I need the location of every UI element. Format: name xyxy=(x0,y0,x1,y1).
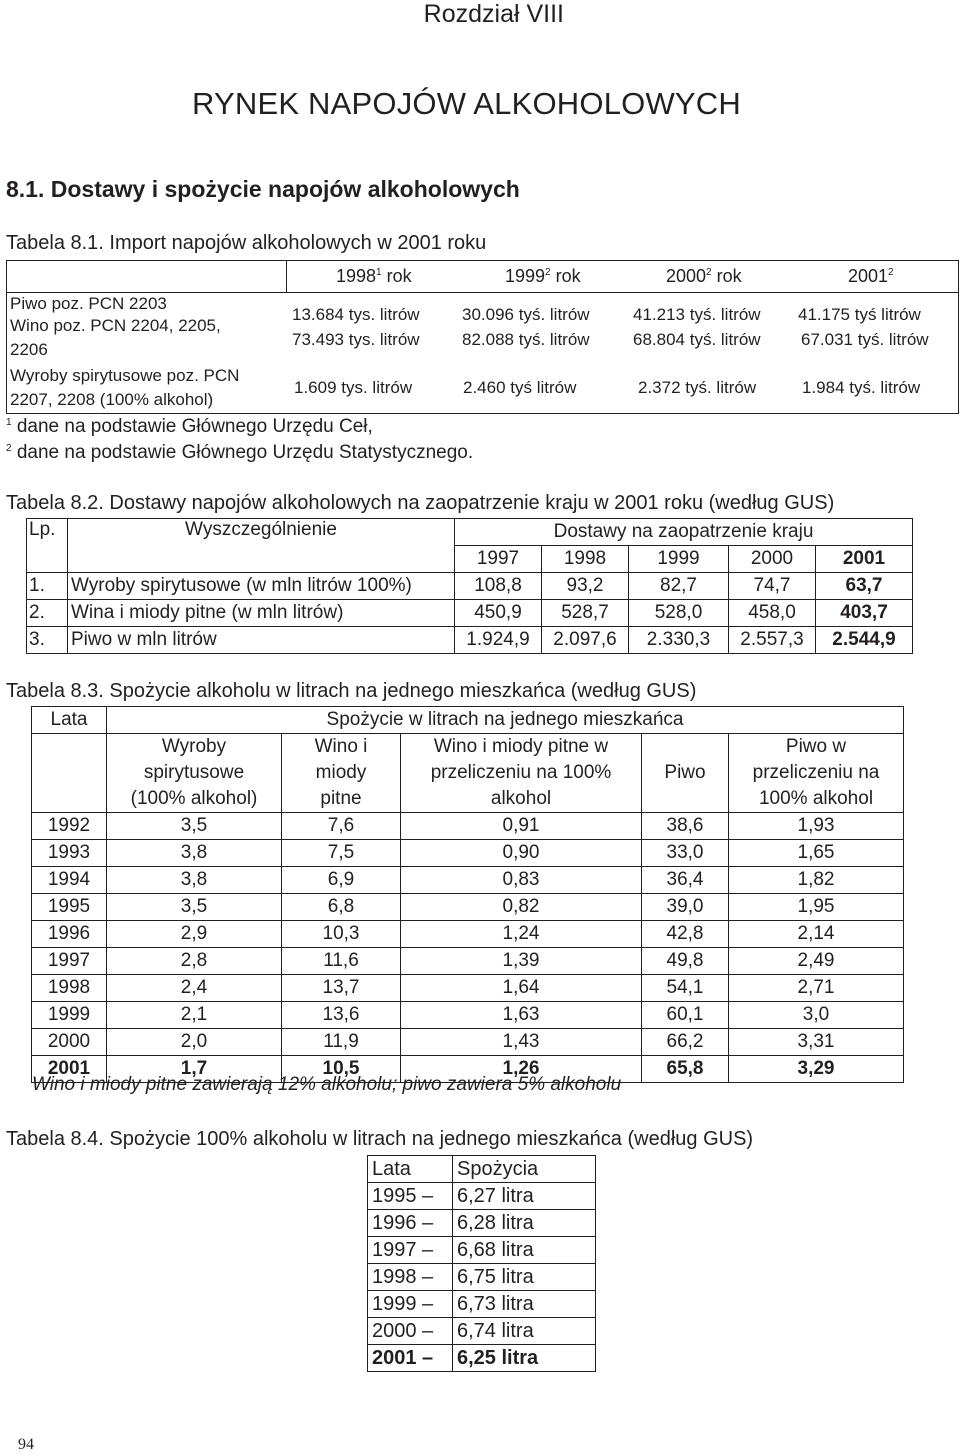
table-row xyxy=(27,573,913,600)
table1-caption: Tabela 8.1. Import napojów alkoholowych w 2001 roku xyxy=(6,232,487,254)
table4-value: 6,25 litra xyxy=(453,1345,596,1372)
table3-value: 13,7 xyxy=(282,975,401,1002)
table3-year: 1997 xyxy=(32,948,107,975)
table-row xyxy=(368,1345,596,1372)
table3-value: 1,63 xyxy=(401,1002,642,1029)
table2-year: 2000 xyxy=(729,546,816,573)
table3-value: 10,3 xyxy=(282,921,401,948)
table1-label-spirits: Wyroby spirytusowe poz. PCN xyxy=(10,366,240,385)
table3-value: 3,29 xyxy=(729,1056,904,1083)
table3-value: 1,82 xyxy=(729,867,904,894)
table3-year: 2001 xyxy=(32,1056,107,1083)
table3-year: 1998 xyxy=(32,975,107,1002)
table2-value: 2.330,3 xyxy=(629,627,729,654)
table2-value: 93,2 xyxy=(542,573,629,600)
table2-year: 1998 xyxy=(542,546,629,573)
table3-value: 1,24 xyxy=(401,921,642,948)
table1-beer-2000: 41.213 tyś. litrów xyxy=(633,305,761,324)
table4-year: 2001 – xyxy=(368,1345,453,1372)
table1-spirits-2000: 2.372 tyś. litrów xyxy=(638,378,757,397)
table1-label-spirits-cont: 2207, 2208 (100% alkohol) xyxy=(10,390,214,409)
table3-value: 3,8 xyxy=(107,840,282,867)
table3-value: 54,1 xyxy=(642,975,729,1002)
table3-header-group: Spożycie w litrach na jednego mieszkańca xyxy=(107,707,904,734)
table3-year: 1992 xyxy=(32,813,107,840)
table2-supplies xyxy=(26,518,913,654)
table3-value: 3,5 xyxy=(107,813,282,840)
table3-header-spirits: Wyroby spirytusowe (100% alkohol) xyxy=(107,734,282,813)
table2-value: 74,7 xyxy=(729,573,816,600)
table3-value: 3,5 xyxy=(107,894,282,921)
table2-item: Wina i miody pitne (w mln litrów) xyxy=(68,600,455,627)
table3-value: 3,8 xyxy=(107,867,282,894)
table3-value: 65,8 xyxy=(642,1056,729,1083)
table3-value: 1,64 xyxy=(401,975,642,1002)
table-row xyxy=(368,1291,596,1318)
table-row xyxy=(368,1183,596,1210)
table3-value: 3,0 xyxy=(729,1002,904,1029)
table3-year: 1994 xyxy=(32,867,107,894)
table3-value: 6,8 xyxy=(282,894,401,921)
table-row xyxy=(32,1029,904,1056)
table1-beer-2001: 41.175 tyś litrów xyxy=(798,305,921,324)
table3-year: 1995 xyxy=(32,894,107,921)
table3-value: 3,31 xyxy=(729,1029,904,1056)
table3-value: 1,26 xyxy=(401,1056,642,1083)
table-row xyxy=(368,1318,596,1345)
table3-caption: Tabela 8.3. Spożycie alkoholu w litrach na jednego mieszkańca (według GUS) xyxy=(6,680,697,702)
table-row xyxy=(368,1210,596,1237)
table3-value: 1,65 xyxy=(729,840,904,867)
table4-value: 6,74 litra xyxy=(453,1318,596,1345)
table3-value: 42,8 xyxy=(642,921,729,948)
table4-year: 1999 – xyxy=(368,1291,453,1318)
table1-label-wine: Wino poz. PCN 2204, 2205, xyxy=(10,316,221,335)
table3-year: 1993 xyxy=(32,840,107,867)
table3-value: 2,49 xyxy=(729,948,904,975)
table2-header-item: Wyszczególnienie xyxy=(68,519,455,573)
table1-wine-1999: 82.088 tyś. litrów xyxy=(462,330,590,349)
table-row xyxy=(27,600,913,627)
table4-value: 6,73 litra xyxy=(453,1291,596,1318)
table3-year: 2000 xyxy=(32,1029,107,1056)
table3-value: 2,71 xyxy=(729,975,904,1002)
table1-wine-2001: 67.031 tyś. litrów xyxy=(801,330,929,349)
table-row xyxy=(32,813,904,840)
table3-value: 0,83 xyxy=(401,867,642,894)
table1-import xyxy=(6,260,959,414)
table-row xyxy=(32,975,904,1002)
page-number: 94 xyxy=(18,1436,34,1453)
table1-beer-1999: 30.096 tyś. litrów xyxy=(462,305,590,324)
table3-value: 2,4 xyxy=(107,975,282,1002)
table-row xyxy=(27,627,913,654)
table-row xyxy=(368,1237,596,1264)
table2-item: Piwo w mln litrów xyxy=(68,627,455,654)
table3-value: 2,14 xyxy=(729,921,904,948)
table3-value: 2,0 xyxy=(107,1029,282,1056)
table2-value: 1.924,9 xyxy=(455,627,542,654)
table3-value: 7,6 xyxy=(282,813,401,840)
table2-caption: Tabela 8.2. Dostawy napojów alkoholowych na zaopatrzenie kraju w 2001 roku (według GUS) xyxy=(6,492,835,514)
table3-value: 39,0 xyxy=(642,894,729,921)
table-row xyxy=(32,867,904,894)
table2-value: 458,0 xyxy=(729,600,816,627)
table-row xyxy=(32,948,904,975)
table3-value: 2,1 xyxy=(107,1002,282,1029)
table2-value: 108,8 xyxy=(455,573,542,600)
table3-value: 10,5 xyxy=(282,1056,401,1083)
table4-header-value: Spożycia xyxy=(453,1156,596,1183)
table3-value: 7,5 xyxy=(282,840,401,867)
table4-header-years: Lata xyxy=(368,1156,453,1183)
chapter-heading: Rozdział VIII xyxy=(423,0,564,28)
table3-value: 2,9 xyxy=(107,921,282,948)
table3-value: 38,6 xyxy=(642,813,729,840)
table3-value: 11,6 xyxy=(282,948,401,975)
table1-year-2001: 2001$^2$ xyxy=(848,266,894,286)
table3-header-wine: Wino i miody pitne xyxy=(282,734,401,813)
table3-value: 1,93 xyxy=(729,813,904,840)
table1-footnote-1: $^1$ dane na podstawie Głównego Urzędu Ceł, xyxy=(6,416,373,437)
table3-value: 6,9 xyxy=(282,867,401,894)
table3-value: 2,8 xyxy=(107,948,282,975)
table1-year-2000: 2000$^2$ rok xyxy=(666,266,742,286)
table2-lp: 1. xyxy=(27,573,68,600)
table1-year-1999: 1999$^2$ rok xyxy=(505,266,581,286)
table3-value: 1,43 xyxy=(401,1029,642,1056)
table-row xyxy=(32,840,904,867)
table3-value: 1,95 xyxy=(729,894,904,921)
table1-spirits-1998: 1.609 tys. litrów xyxy=(294,378,413,397)
table2-value: 528,0 xyxy=(629,600,729,627)
table2-value: 63,7 xyxy=(816,573,913,600)
table3-value: 1,7 xyxy=(107,1056,282,1083)
table2-year: 1999 xyxy=(629,546,729,573)
table3-value: 33,0 xyxy=(642,840,729,867)
table2-value: 528,7 xyxy=(542,600,629,627)
table4-pure-alcohol xyxy=(367,1155,596,1372)
table2-value: 82,7 xyxy=(629,573,729,600)
table2-value: 2.557,3 xyxy=(729,627,816,654)
table3-value: 36,4 xyxy=(642,867,729,894)
table1-wine-2000: 68.804 tyś. litrów xyxy=(633,330,761,349)
table4-year: 1998 – xyxy=(368,1264,453,1291)
table3-header-beer: Piwo xyxy=(642,734,729,813)
table1-label-beer: Piwo poz. PCN 2203 xyxy=(10,294,167,313)
table3-value: 0,90 xyxy=(401,840,642,867)
table4-year: 1997 – xyxy=(368,1237,453,1264)
table3-note: Wino i miody pitne zawierają 12% alkoholu; piwo zawiera 5% alkoholu xyxy=(32,1074,622,1095)
table3-header-years: Lata xyxy=(32,707,107,734)
table1-spirits-2001: 1.984 tyś. litrów xyxy=(802,378,921,397)
table2-value: 2.544,9 xyxy=(816,627,913,654)
table-row xyxy=(32,1002,904,1029)
table1-year-1998: 1998$^1$ rok xyxy=(336,266,412,286)
table1-beer-1998: 13.684 tys. litrów xyxy=(292,305,420,324)
table1-wine-1998: 73.493 tys. litrów xyxy=(292,330,420,349)
table3-year: 1996 xyxy=(32,921,107,948)
table3-value: 11,9 xyxy=(282,1029,401,1056)
table3-value: 60,1 xyxy=(642,1002,729,1029)
table3-value: 0,82 xyxy=(401,894,642,921)
table4-year: 1995 – xyxy=(368,1183,453,1210)
table1-spirits-1999: 2.460 tyś litrów xyxy=(463,378,577,397)
table4-value: 6,68 litra xyxy=(453,1237,596,1264)
table3-header-wine-alcohol: Wino i miody pitne w przeliczeniu na 100% alkohol xyxy=(401,734,642,813)
table2-header-group: Dostawy na zaopatrzenie kraju xyxy=(455,519,913,546)
section-heading: 8.1. Dostawy i spożycie napojów alkoholowych xyxy=(6,176,520,202)
table2-value: 450,9 xyxy=(455,600,542,627)
table3-value: 49,8 xyxy=(642,948,729,975)
table3-header-beer-alcohol: Piwo w przeliczeniu na 100% alkohol xyxy=(729,734,904,813)
table4-caption: Tabela 8.4. Spożycie 100% alkoholu w litrach na jednego mieszkańca (według GUS) xyxy=(6,1128,754,1150)
table1-footnote-2: $^2$ dane na podstawie Głównego Urzędu Statystycznego. xyxy=(6,442,474,463)
table3-value: 66,2 xyxy=(642,1029,729,1056)
table2-header-lp: Lp. xyxy=(27,519,68,573)
table3-consumption xyxy=(31,706,904,1083)
table3-value: 0,91 xyxy=(401,813,642,840)
table2-lp: 2. xyxy=(27,600,68,627)
table4-year: 2000 – xyxy=(368,1318,453,1345)
table2-item: Wyroby spirytusowe (w mln litrów 100%) xyxy=(68,573,455,600)
table2-lp: 3. xyxy=(27,627,68,654)
table3-year: 1999 xyxy=(32,1002,107,1029)
table4-value: 6,75 litra xyxy=(453,1264,596,1291)
table2-year: 1997 xyxy=(455,546,542,573)
table-row xyxy=(368,1264,596,1291)
table-row xyxy=(32,921,904,948)
table2-year: 2001 xyxy=(816,546,913,573)
table1-label-wine-cont: 2206 xyxy=(10,340,48,359)
table4-value: 6,27 litra xyxy=(453,1183,596,1210)
table3-value: 13,6 xyxy=(282,1002,401,1029)
table4-value: 6,28 litra xyxy=(453,1210,596,1237)
table2-value: 403,7 xyxy=(816,600,913,627)
table3-value: 1,39 xyxy=(401,948,642,975)
table2-value: 2.097,6 xyxy=(542,627,629,654)
table-row xyxy=(32,894,904,921)
table4-year: 1996 – xyxy=(368,1210,453,1237)
page-title: RYNEK NAPOJÓW ALKOHOLOWYCH xyxy=(192,86,741,121)
